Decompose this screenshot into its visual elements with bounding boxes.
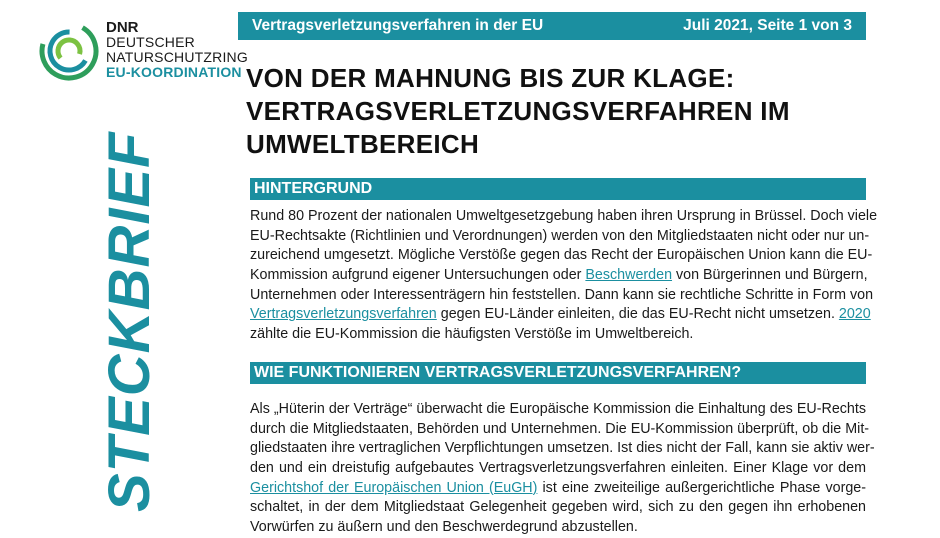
text-line	[250, 479, 866, 499]
section-heading-wie-funktionieren	[250, 362, 866, 384]
text-line: Vorwürfen zu äußern und den Beschwerdegrund abzustellen.	[250, 519, 638, 536]
text-line: EU-Rechtsakte (Richtlinien und Verordnungen) werden von den Mitgliedstaaten nicht oder nur un-	[250, 227, 870, 244]
section-heading-text: WIE FUNKTIONIEREN VERTRAGSVERLETZUNGSVERFAHREN?	[254, 364, 742, 381]
text-line: Rund 80 Prozent der nationalen Umweltgesetzgebung haben ihren Ursprung in Brüssel. Doch viele	[250, 208, 878, 224]
title-line-2: VERTRAGSVERLETZUNGSVERFAHREN IM	[246, 96, 790, 126]
header-topic: Vertragsverletzungsverfahren in der EU	[252, 17, 544, 34]
link-vertragsverletzungsverfahren[interactable]: Vertragsverletzungsverfahren	[250, 306, 437, 323]
dnr-logo	[38, 19, 248, 90]
title-line-3: UMWELTBEREICH	[246, 129, 480, 159]
logo-dnr: DNR	[106, 19, 139, 36]
section-heading-text: HINTERGRUND	[254, 180, 373, 197]
header-date-page: Juli 2021, Seite 1 von 3	[683, 17, 852, 34]
section-heading-hintergrund	[250, 178, 866, 200]
page-title	[246, 62, 866, 161]
logo-line-naturschutzring: NATURSCHUTZRING	[106, 49, 248, 65]
text-line	[250, 266, 866, 286]
text-segment: gegen EU-Länder einleiten, die das EU-Recht nicht umsetzen.	[436, 306, 839, 323]
text-line: zählte die EU-Kommission die häufigsten Verstöße im Umweltbereich.	[250, 326, 694, 343]
text-segment: Kommission aufgrund eigener Untersuchungen oder	[250, 267, 586, 284]
text-line: Als „Hüterin der Verträge“ überwacht die Europäische Kommission die Einhaltung des EU-Rechts	[250, 401, 866, 417]
steckbrief-label: STECKBRIEF	[97, 131, 162, 512]
text-line: gliedstaaten ihre vertraglichen Verpflichtungen umsetzen. Ist dies nicht der Fall, kann sie aktiv wer-	[250, 440, 875, 457]
logo-line-eu-koordination: EU-KOORDINATION	[106, 64, 242, 80]
header-bar	[238, 12, 866, 40]
text-line: den und ein dreistufig aufgebautes Vertragsverletzungsverfahren einleiten. Einer Klage vor dem	[250, 460, 866, 477]
text-line	[250, 305, 871, 325]
text-line: durch die Mitgliedstaaten, Behörden und Unternehmen. Die EU-Kommission überprüft, ob die Mit-	[250, 420, 870, 437]
paragraph-wie-funktionieren	[250, 400, 875, 538]
paragraph-hintergrund	[250, 207, 878, 345]
link-eugh[interactable]: Gerichtshof der Europäischen Union (EuGH)	[250, 479, 538, 496]
text-segment: von Bürgerinnen und Bürgern,	[672, 267, 868, 284]
dnr-ring-logo-icon	[38, 20, 100, 82]
link-beschwerden[interactable]: Beschwerden	[585, 267, 673, 284]
text-line: schaltet, in der dem Mitgliedstaat Gelegenheit gegeben wird, sich zu den gegen ihn erhobenen	[250, 499, 866, 516]
logo-line-deutscher: DEUTSCHER	[106, 34, 195, 50]
title-line-1: VON DER MAHNUNG BIS ZUR KLAGE:	[246, 63, 735, 93]
text-line: zureichend umgesetzt. Mögliche Verstöße gegen das Recht der Europäischen Union kann die EU-	[250, 247, 873, 264]
text-line: Unternehmen oder Interessenträgern hin feststellen. Dann kann sie rechtliche Schritte in Form von	[250, 286, 874, 303]
link-2020[interactable]: 2020	[838, 306, 871, 323]
text-segment: ist eine zweiteilige außergerichtliche Phase vorge-	[537, 479, 866, 496]
